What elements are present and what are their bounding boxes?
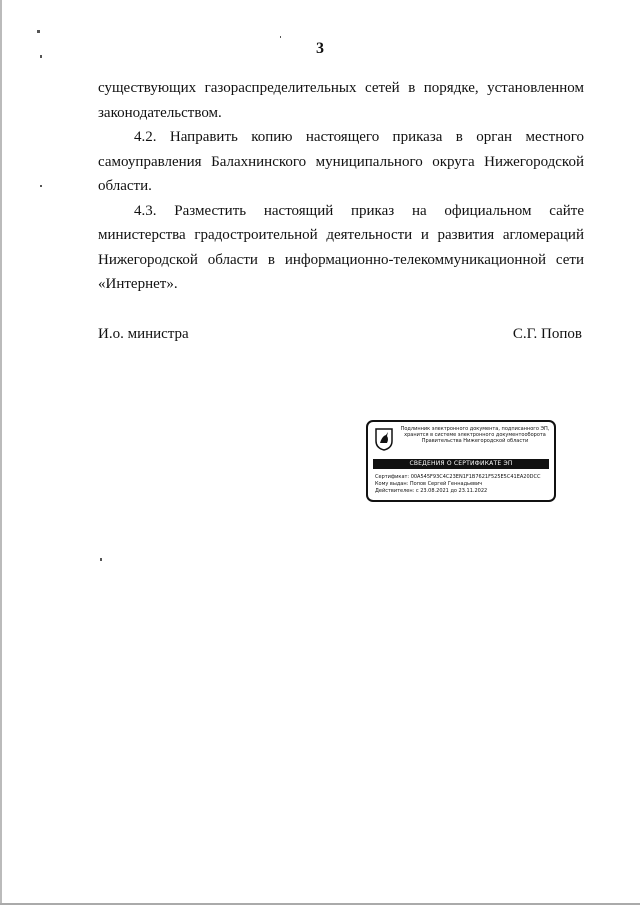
scan-speck: [37, 30, 40, 33]
certificate-number: Сертификат: 00A545F93C4C23EN1F1B7621F525E5C41EA20DCC: [375, 474, 541, 480]
scan-left-edge: [0, 0, 2, 905]
page-number: 3: [316, 40, 324, 57]
paragraph-4-2: 4.2. Направить копию настоящего приказа в орган местного самоуправления Балахнинского муниципального округа Нижегородской области.: [98, 129, 584, 194]
certificate-validity: Действителен: с 23.08.2021 до 23.11.2022: [375, 488, 488, 494]
stamp-certificate-header: СВЕДЕНИЯ О СЕРТИФИКАТЕ ЭП: [373, 459, 549, 469]
scan-speck: [40, 185, 42, 187]
signatory-title: И.о. министра: [98, 326, 189, 342]
paragraph-4-3: 4.3. Разместить настоящий приказ на официальном сайте министерства градостроительной деятельности и развития агломераций Нижегородской области в информационно-телекоммуникационной сети «Интернет».: [98, 202, 584, 292]
body-text: [98, 76, 584, 297]
scan-speck: [280, 36, 281, 38]
stamp-notice: Подлинник электронного документа, подписанного ЭП, хранится в системе электронного документооборота Правительства Нижегородской области: [400, 426, 550, 444]
paragraph-continuation: существующих газораспределительных сетей в порядке, установленном законодательством.: [98, 80, 584, 121]
coat-of-arms-icon: [374, 427, 394, 451]
stamp-certificate-details: [375, 474, 540, 495]
certificate-owner: Кому выдан: Попов Сергей Геннадьевич: [375, 481, 483, 487]
scan-speck: [100, 558, 102, 561]
e-signature-stamp: [366, 420, 556, 502]
signatory-name: С.Г. Попов: [512, 326, 582, 342]
